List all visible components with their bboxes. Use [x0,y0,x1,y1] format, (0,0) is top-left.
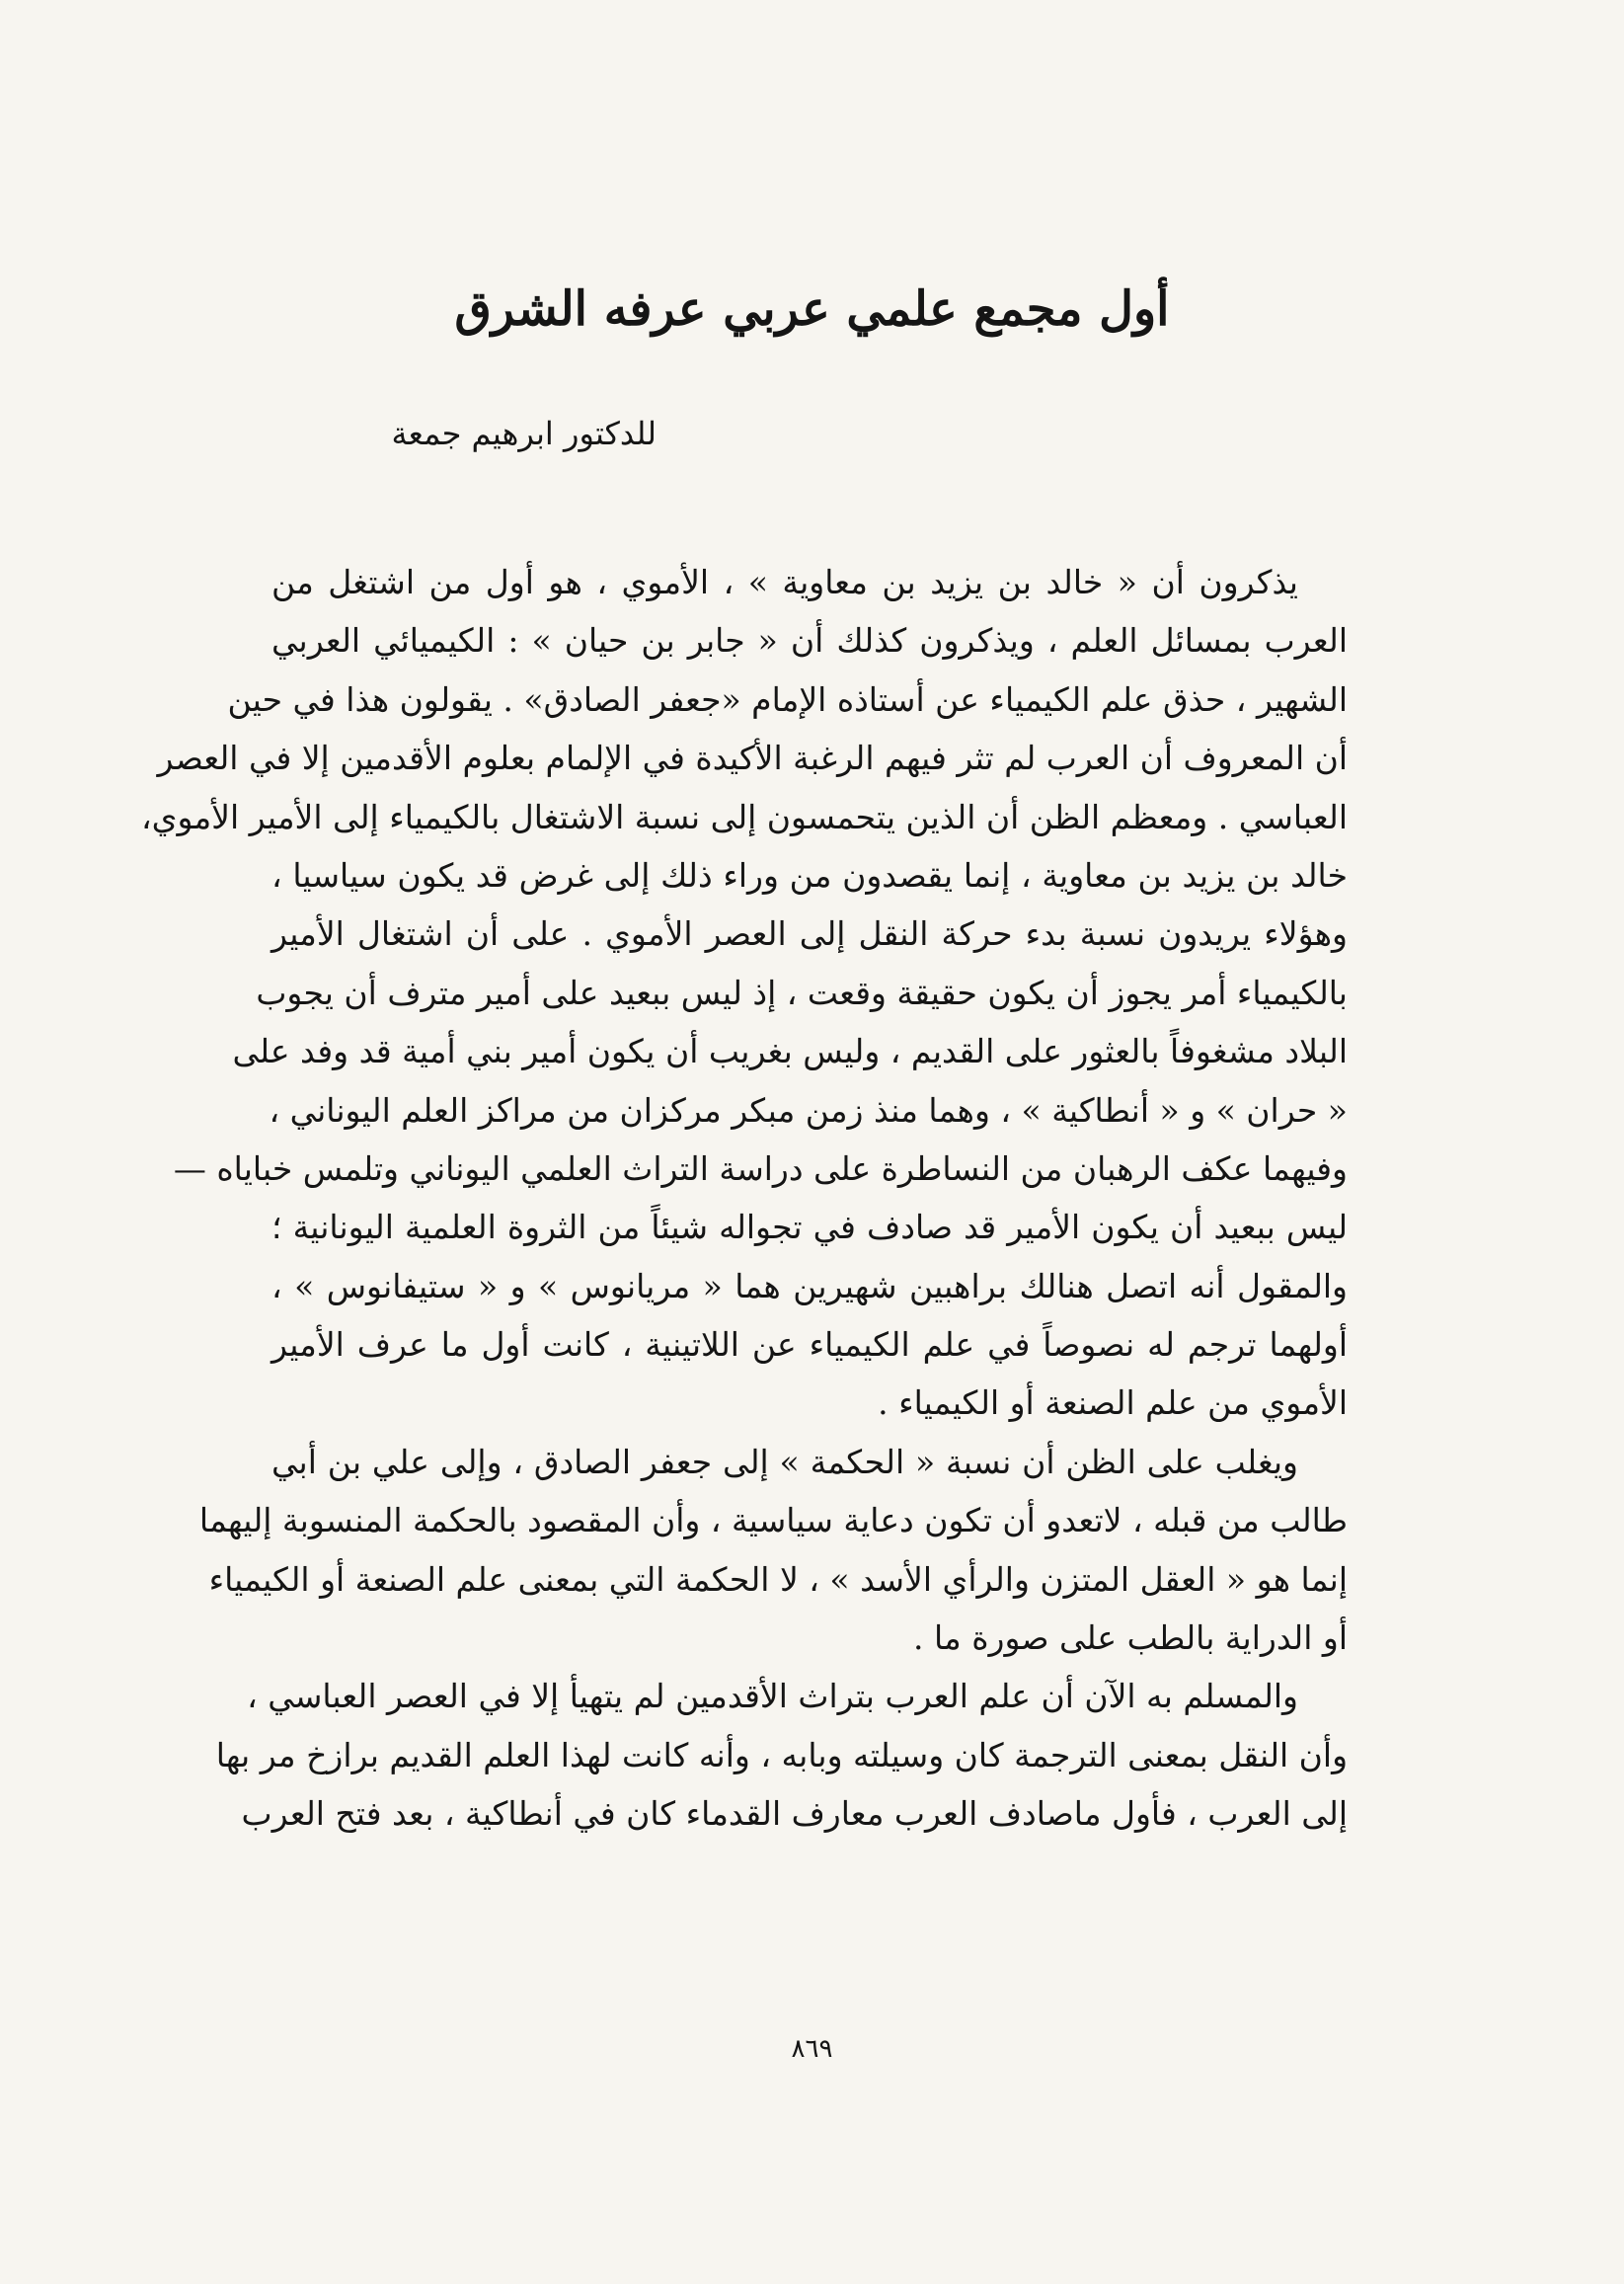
text-line: يذكرون أن « خالد بن يزيد بن معاوية » ، الأموي ، هو أول من اشتغل من [271,563,1298,601]
text-line: وفيهما عكف الرهبان من النساطرة على دراسة التراث العلمي اليوناني وتلمس خباياه — [173,1148,1348,1188]
text-line: العرب بمسائل العلم ، ويذكرون كذلك أن « جابر بن حيان » : الكيميائي العربي [271,621,1348,661]
text-line: وأن النقل بمعنى الترجمة كان وسيلته وبابه ، وأنه كانت لهذا العلم القديم برازخ مر بها [215,1735,1348,1774]
article-title: أول مجمع علمي عربي عرفه الشرق [454,281,1170,337]
text-line: البلاد مشغوفاً بالعثور على القديم ، وليس بغريب أن يكون أمير بني أمية قد وفد على [232,1032,1348,1071]
text-line: الشهير ، حذق علم الكيمياء عن أستاذه الإمام «جعفر الصادق» . يقولون هذا في حين [227,679,1348,719]
text-line: أولهما ترجم له نصوصاً في علم الكيمياء عن اللاتينية ، كانت أول ما عرف الأمير [271,1325,1348,1365]
text-line: طالب من قبله ، لاتعدو أن تكون دعاية سياسية ، وأن المقصود بالحكمة المنسوبة إليهما [198,1501,1348,1540]
text-line: ويغلب على الظن أن نسبة « الحكمة » إلى جعفر الصادق ، وإلى علي بن أبي [271,1442,1298,1481]
text-line: أو الدراية بالطب على صورة ما . [913,1618,1348,1658]
article-body [140,553,1348,1844]
page-number: ٨٦٩ [791,2034,833,2064]
text-line: إلى العرب ، فأول ماصادف العرب معارف القدماء كان في أنطاكية ، بعد فتح العرب [241,1794,1348,1834]
text-line: خالد بن يزيد بن معاوية ، إنما يقصدون من وراء ذلك إلى غرض قد يكون سياسيا ، [271,855,1348,895]
text-line: بالكيمياء أمر يجوز أن يكون حقيقة وقعت ، إذ ليس ببعيد على أمير مترف أن يجوب [256,973,1348,1012]
text-line: الأموي من علم الصنعة أو الكيمياء . [878,1383,1348,1423]
text-line: « حران » و « أنطاكية » ، وهما منذ زمن مبكر مركزان من مراكز العلم اليوناني ، [269,1090,1348,1130]
text-line: أن المعروف أن العرب لم تثر فيهم الرغبة الأكيدة في الإلمام بعلوم الأقدمين إلا في العصر [157,739,1348,778]
text-line: ليس ببعيد أن يكون الأمير قد صادف في تجواله شيئاً من الثروة العلمية اليونانية ؛ [271,1208,1348,1247]
text-line: والمسلم به الآن أن علم العرب بتراث الأقدمين لم يتهيأ إلا في العصر العباسي ، [247,1677,1298,1716]
text-line: العباسي . ومعظم الظن أن الذين يتحمسون إلى نسبة الاشتغال بالكيمياء إلى الأمير الأموي، [140,797,1348,836]
text-line: وهؤلاء يريدون نسبة بدء حركة النقل إلى العصر الأموي . على أن اشتغال الأمير [271,914,1348,954]
text-line: إنما هو « العقل المتزن والرأي الأسد » ، لا الحكمة التي بمعنى علم الصنعة أو الكيمياء [208,1559,1348,1599]
author-byline: للدكتور ابرهيم جمعة [391,415,657,452]
text-line: والمقول أنه اتصل هنالك براهبين شهيرين هما « مريانوس » و « ستيفانوس » ، [271,1266,1348,1305]
